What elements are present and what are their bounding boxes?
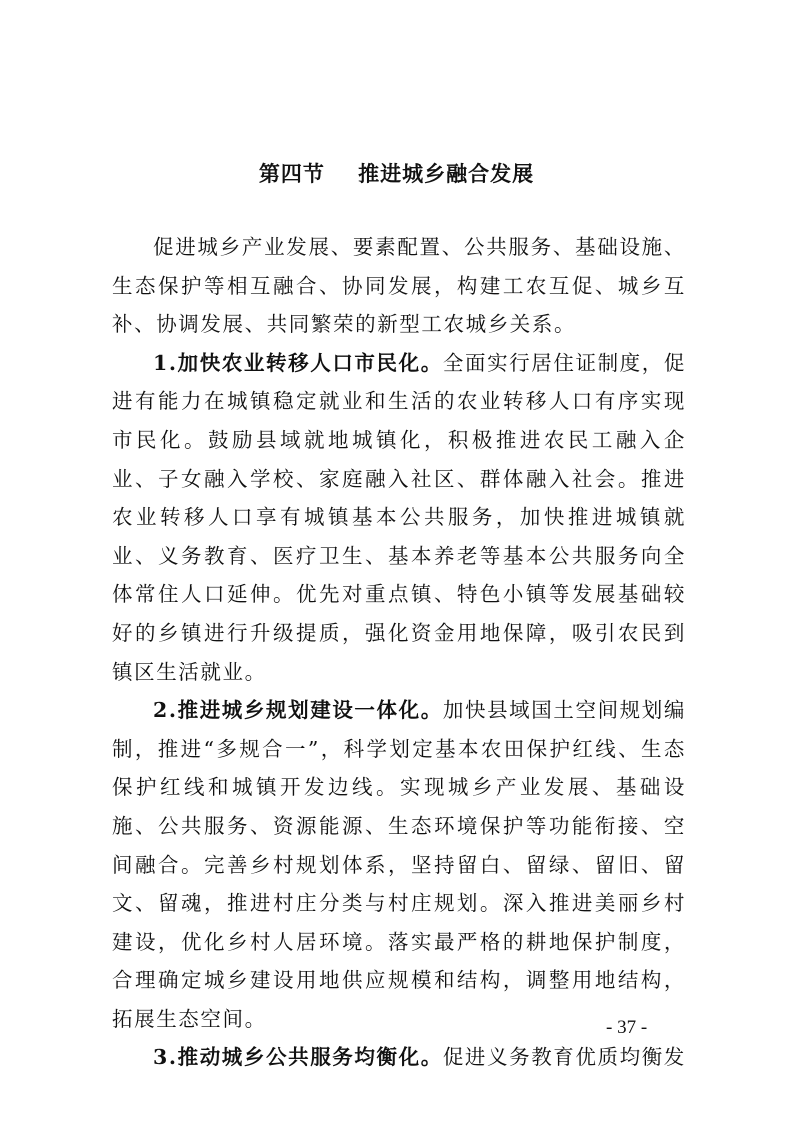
paragraph-lead: 2.推进城乡规划建设一体化。 bbox=[153, 698, 443, 723]
section-title: 第四节 推进城乡融合发展 bbox=[258, 162, 535, 186]
body-text bbox=[112, 228, 686, 1077]
paragraph-text: 全面实行居住证制度，促进有能力在城镇稳定就业和生活的农业转移人口有序实现市民化。鼓励县域就地城镇化，积极推进农民工融入企业、子女融入学校、家庭融入社区、群体融入社会。推进农业转移人口享有城镇基本公共服务，加快推进城镇就业、义务教育、医疗卫生、基本养老等基本公共服务向全体常住人口延伸。优先对重点镇、特色小镇等发展基础较好的乡镇进行升级提质，强化资金用地保障，吸引农民到镇区生活就业。 bbox=[112, 350, 686, 684]
paragraph-text: 促进义务教育优质均衡发 bbox=[442, 1045, 686, 1070]
page-number: - 37 - bbox=[606, 1017, 648, 1038]
paragraph-2 bbox=[112, 691, 686, 1038]
paragraph-text: 加快县域国土空间规划编制，推进“多规合一”，科学划定基本农田保护红线、生态保护红线和城镇开发边线。实现城乡产业发展、基础设施、公共服务、资源能源、生态环境保护等功能衔接、空间融合。完善乡村规划体系，坚持留白、留绿、留旧、留文、留魂，推进村庄分类与村庄规划。深入推进美丽乡村建设，优化乡村人居环境。落实最严格的耕地保护制度，合理确定城乡建设用地供应规模和结构，调整用地结构，拓展生态空间。 bbox=[112, 698, 686, 1031]
paragraph-lead: 3.推动城乡公共服务均衡化。 bbox=[153, 1045, 443, 1070]
paragraph-3 bbox=[112, 1038, 686, 1077]
paragraph-intro bbox=[112, 228, 686, 344]
paragraph-lead: 1.加快农业转移人口市民化。 bbox=[153, 350, 443, 375]
paragraph-1 bbox=[112, 344, 686, 691]
paragraph-text: 促进城乡产业发展、要素配置、公共服务、基础设施、生态保护等相互融合、协同发展，构建工农互促、城乡互补、协调发展、共同繁荣的新型工农城乡关系。 bbox=[112, 235, 686, 337]
